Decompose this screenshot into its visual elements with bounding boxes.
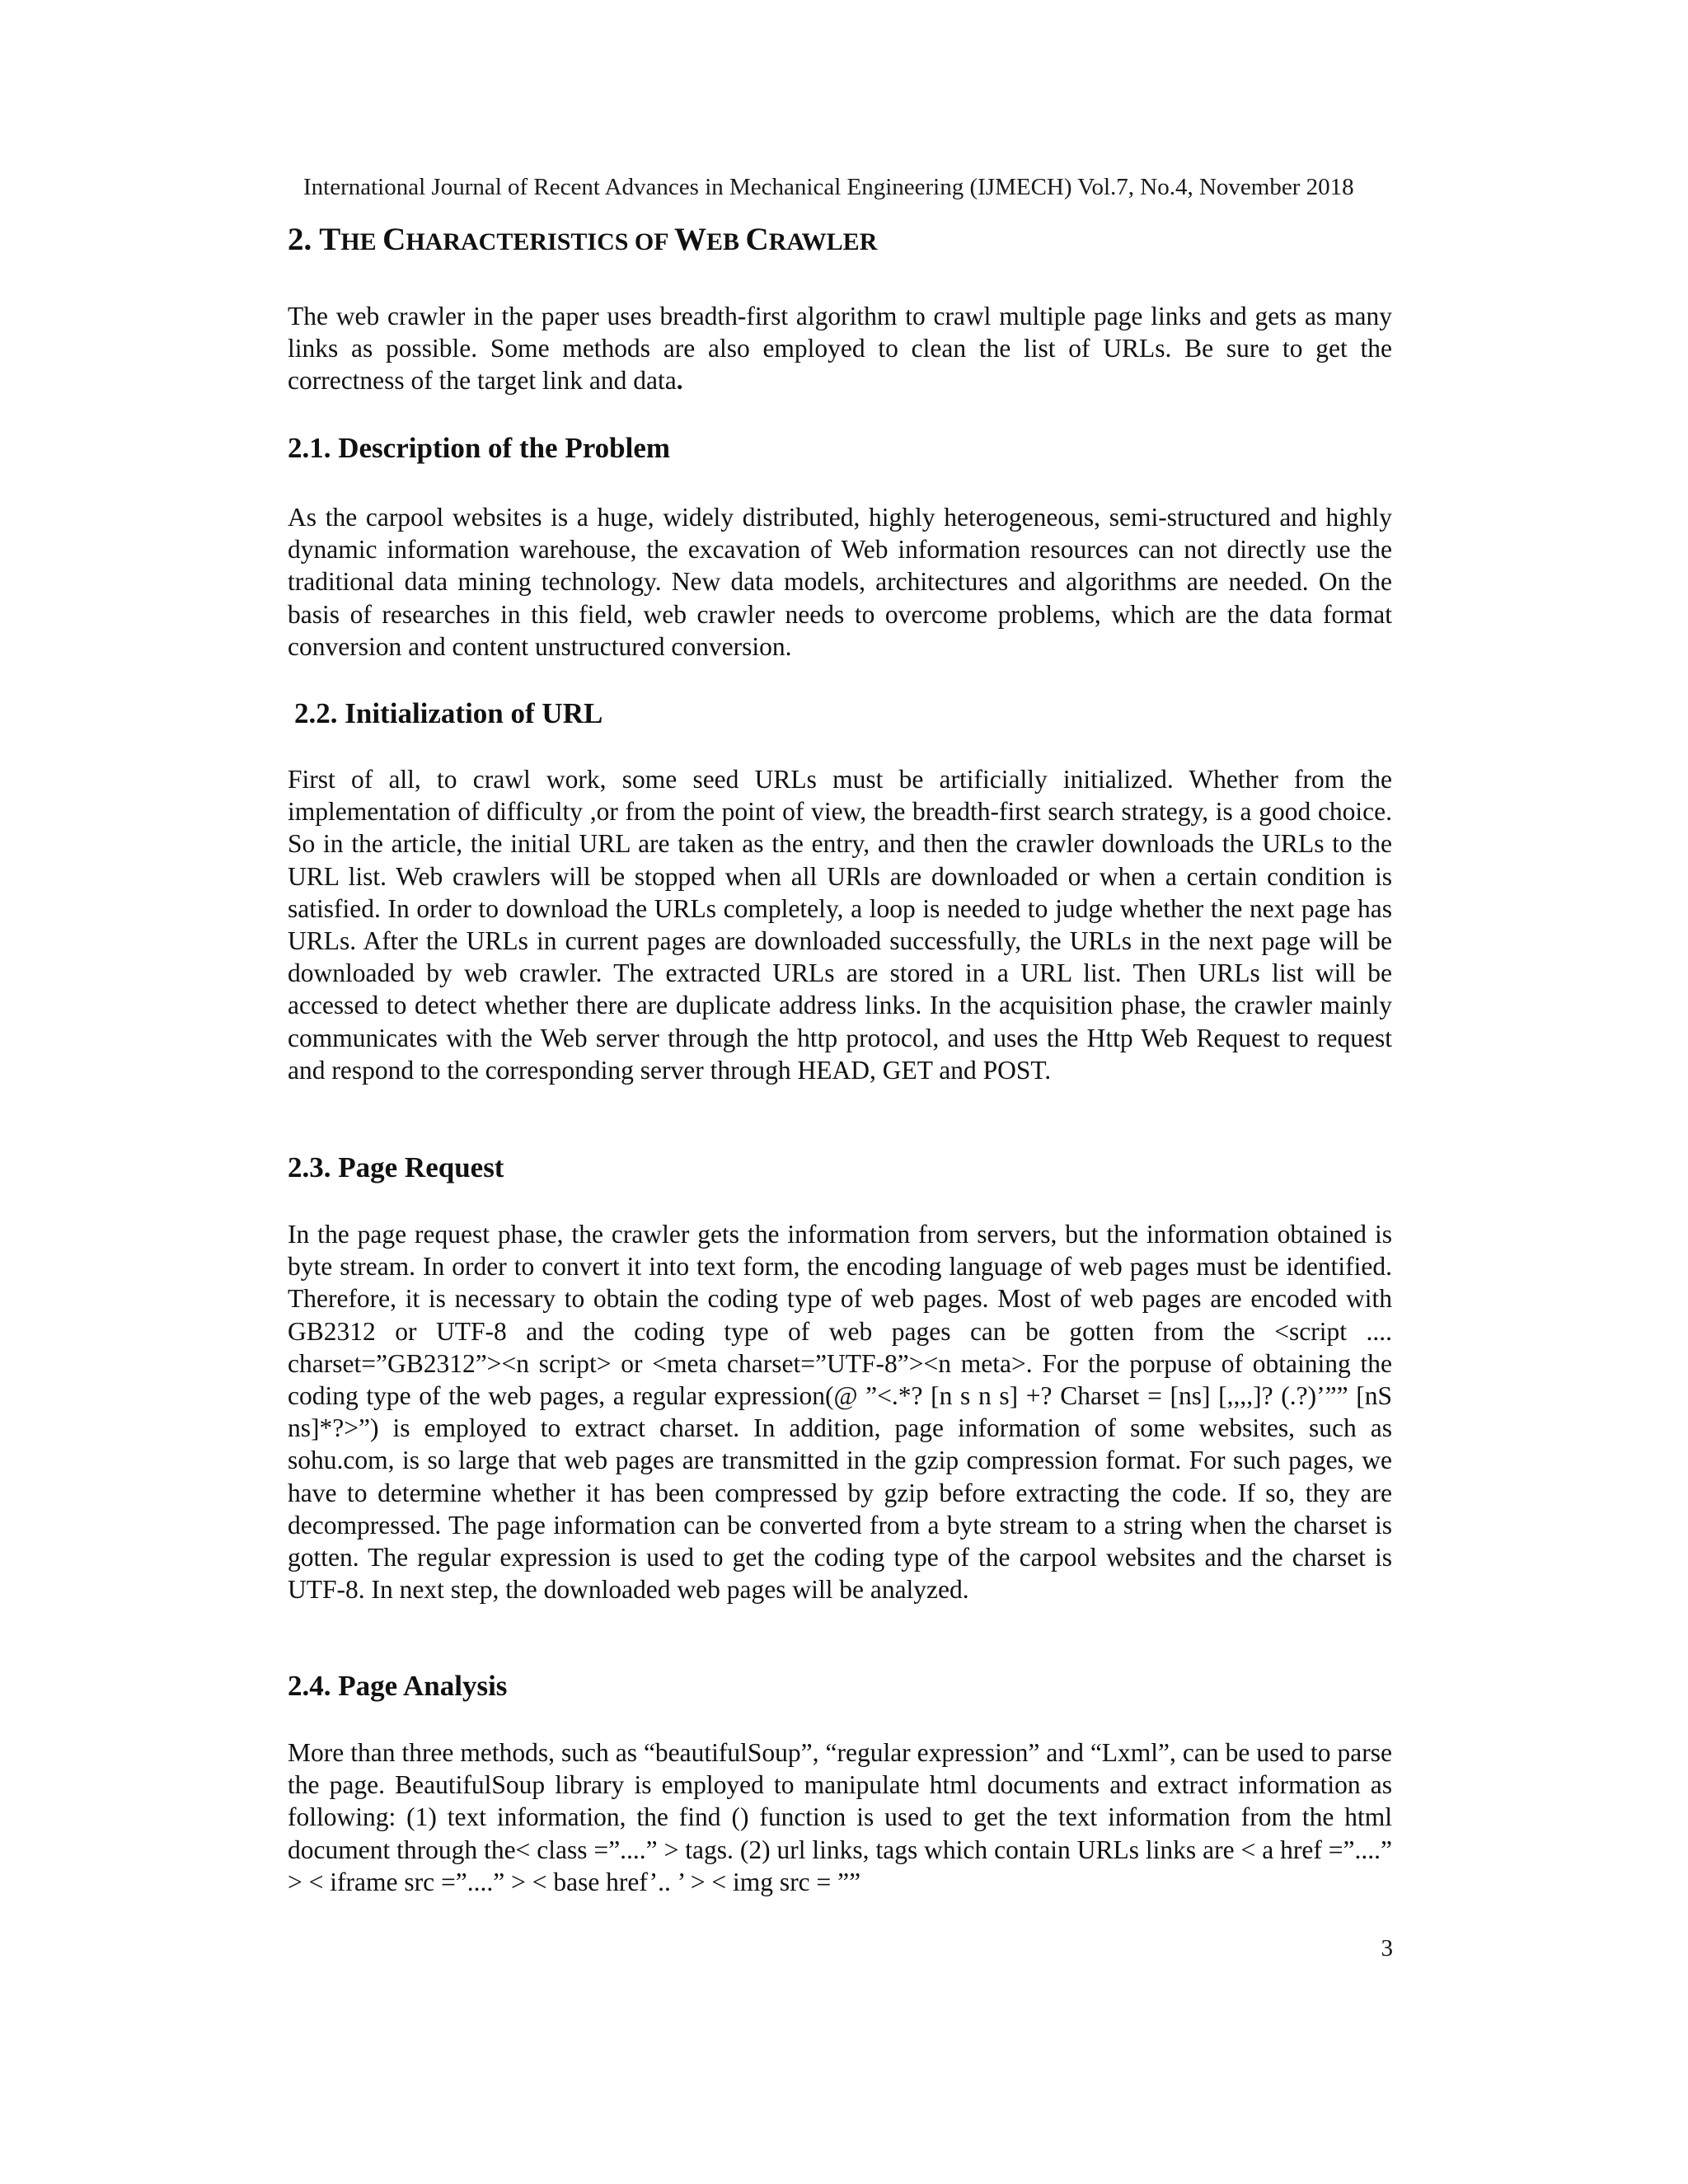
paragraph-2-3: In the page request phase, the crawler gets the information from servers, but the information obtained is byte stream. In order to convert it into text form, the encoding language of web pages must be identified. Therefore, it is necessary to obtain the coding type of web pages. Most of web pages are encoded with GB2312 or UTF-8 and the coding type of web pages can be gotten from the <script .... charset=”GB2312”><n script> or <meta charset=”UTF-8”><n meta>. For the porpuse of obtaining the coding type of the web pages, a regular expression(@ ”<.*? [n s n s] +? Charset = [ns] [,,,,]? (.?)’”” [nS ns]*?>”) is employed to extract charset. In addition, page information of some websites, such as sohu.com, is so large that web pages are transmitted in the gzip compression format. For such pages, we have to determine whether it has been compressed by gzip before extracting the code. If so, they are decompressed. The page information can be converted from a byte stream to a string when the charset is gotten. The regular expression is used to get the coding type of the carpool websites and the charset is UTF-8. In next step, the downloaded web pages will be analyzed. (288, 1220, 1392, 1605)
paragraph-2-1: As the carpool websites is a huge, widely distributed, highly heterogeneous, semi-structured and highly dynamic information warehouse, the excavation of Web information resources can not directly use the traditional data mining technology. New data models, architectures and algorithms are needed. On the basis of researches in this field, web crawler needs to overcome problems, which are the data format conversion and content unstructured conversion. (288, 503, 1392, 661)
subsection-heading-2-3: 2.3. Page Request (288, 1151, 504, 1183)
section-title-part: W (673, 222, 706, 257)
section-number: 2. (288, 222, 312, 257)
subsection-heading-2-2: 2.2. Initialization of URL (294, 697, 603, 729)
section-title-part: C (382, 222, 406, 257)
running-header: International Journal of Recent Advances in Mechanical Engineering (IJMECH) Vol.7, No.4, November 2018 (303, 174, 1354, 200)
section-title-part: HE (340, 228, 383, 255)
section-title-part: HARACTERISTICS OF (406, 228, 674, 255)
page-number: 3 (1381, 1935, 1393, 1961)
paragraph-2-4: More than three methods, such as “beautifulSoup”, “regular expression” and “Lxml”, can be used to parse the page. BeautifulSoup library is employed to manipulate html documents and extract information as following: (1) text information, the find () function is used to get the text information from the html document through the< class =”....” > tags. (2) url links, tags which contain URLs links are < a href =”....” > < iframe src =”....” > < base href’.. ’ > < img src = ”” (288, 1738, 1392, 1896)
section-heading (288, 221, 877, 261)
section-intro-paragraph: The web crawler in the paper uses breadth-first algorithm to crawl multiple page links and gets as many links as possible. Some methods are also employed to clean the list of URLs. Be sure to get the correctness of the target link and data. (288, 302, 1392, 396)
section-title-part: RAWLER (768, 228, 878, 255)
section-title-part: EB (706, 228, 746, 255)
subsection-heading-2-1: 2.1. Description of the Problem (288, 432, 671, 464)
section-title-part: T (312, 222, 341, 257)
section-title (312, 222, 877, 257)
subsection-heading-2-4: 2.4. Page Analysis (288, 1670, 508, 1702)
section-title-part: C (745, 222, 769, 257)
paragraph-2-2: First of all, to crawl work, some seed URLs must be artificially initialized. Whether from the implementation of difficulty ,or from the point of view, the breadth-first search strategy, is a good choice. So in the article, the initial URL are taken as the entry, and then the crawler downloads the URLs to the URL list. Web crawlers will be stopped when all URls are downloaded or when a certain condition is satisfied. In order to download the URLs completely, a loop is needed to judge whether the next page has URLs. After the URLs in current pages are downloaded successfully, the URLs in the next page will be downloaded by web crawler. The extracted URLs are stored in a URL list. Then URLs list will be accessed to detect whether there are duplicate address links. In the acquisition phase, the crawler mainly communicates with the Web server through the http protocol, and uses the Http Web Request to request and respond to the corresponding server through HEAD, GET and POST. (288, 765, 1392, 1085)
